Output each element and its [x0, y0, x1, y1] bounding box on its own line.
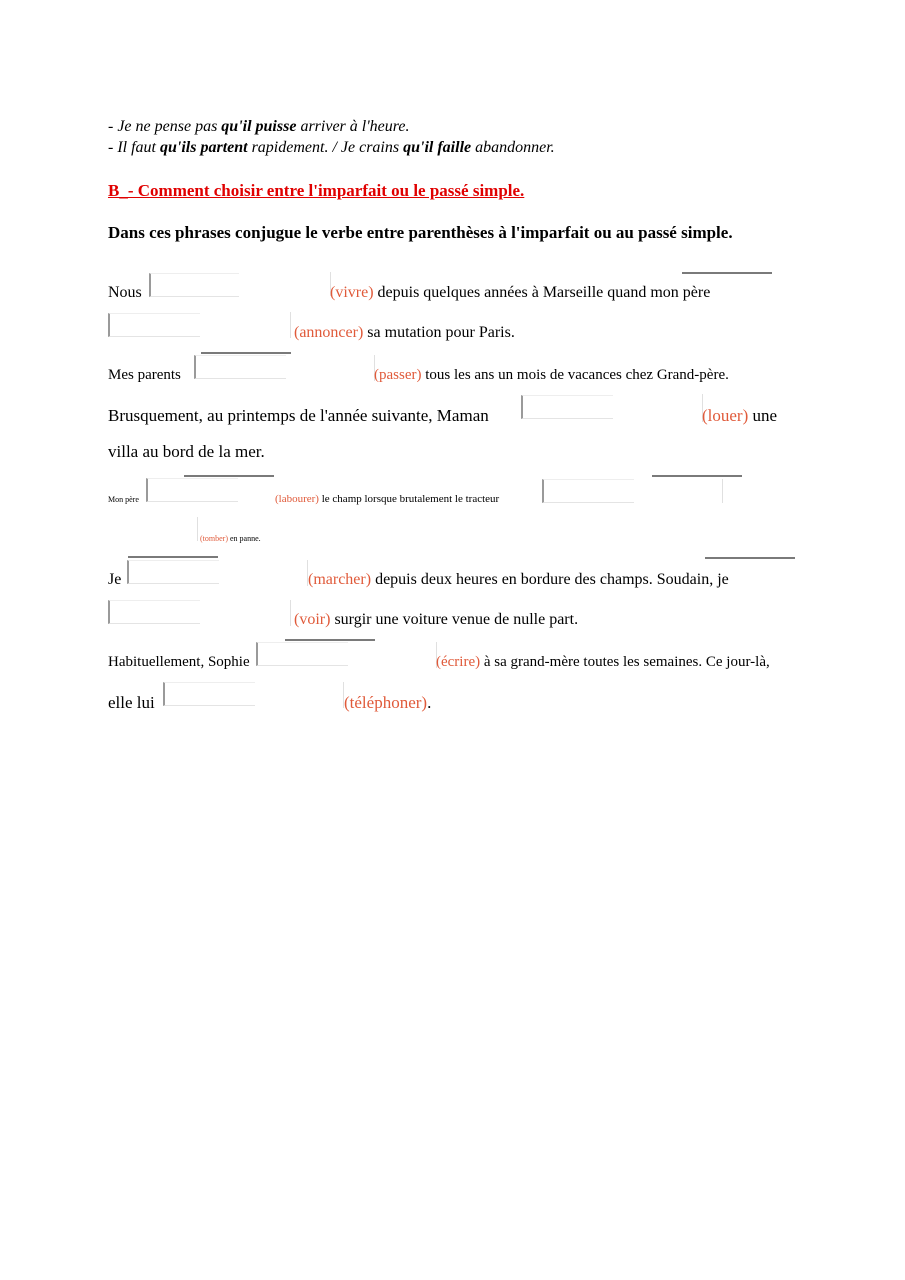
- s1-text-b: depuis quelques années à Marseille quand mon père: [377, 284, 711, 301]
- field-edge: [290, 312, 291, 338]
- decor-bar: [201, 352, 291, 354]
- answer-field-tomber[interactable]: [542, 479, 634, 503]
- decor-bar: [184, 475, 274, 477]
- verb-vivre: (vivre): [330, 284, 374, 301]
- decor-bar: [285, 639, 375, 641]
- example-bold: qu'il puisse: [221, 118, 297, 135]
- decor-bar: [705, 557, 795, 559]
- example-text: rapidement. / Je crains: [247, 139, 404, 156]
- answer-field-passer[interactable]: [194, 355, 286, 379]
- example-line-1: [108, 119, 409, 135]
- answer-field-annoncer[interactable]: [108, 313, 200, 337]
- s5-text-c: surgir une voiture venue de nulle part.: [334, 611, 579, 628]
- s3-text-c: villa au bord de la mer.: [108, 442, 265, 461]
- s3-text-a: Brusquement, au printemps de l'année suivante, Maman: [108, 406, 489, 425]
- field-edge: [197, 517, 198, 541]
- s5-line1: [308, 572, 729, 588]
- instruction: Dans ces phrases conjugue le verbe entre parenthèses à l'imparfait ou au passé simple.: [108, 223, 733, 242]
- s3-line1: [702, 407, 777, 424]
- answer-field-voir[interactable]: [108, 600, 200, 624]
- verb-tomber: (tomber): [200, 534, 228, 543]
- answer-field-louer[interactable]: [521, 395, 613, 419]
- s6-text-b: à sa grand-mère toutes les semaines. Ce jour-là,: [483, 654, 770, 670]
- s6-text-d: .: [427, 693, 432, 712]
- verb-voir: (voir): [294, 611, 331, 628]
- s1-text-c: sa mutation pour Paris.: [367, 324, 515, 341]
- s1-line2: [294, 325, 515, 341]
- s6-line1: [436, 655, 770, 670]
- answer-field-telephoner[interactable]: [163, 682, 255, 706]
- example-bold: qu'ils partent: [160, 139, 248, 156]
- s4-text-c: en panne.: [230, 534, 261, 543]
- example-line-2: [108, 140, 555, 156]
- s5-line2: [294, 612, 578, 628]
- verb-passer: (passer): [374, 367, 422, 383]
- s4-line2: [200, 535, 261, 543]
- s5-text-a: Je: [108, 571, 122, 588]
- s1-text-a: Nous: [108, 284, 142, 301]
- example-text: - Je ne pense pas: [108, 118, 222, 135]
- s2-text-a: Mes parents: [108, 367, 181, 383]
- decor-bar: [128, 556, 218, 558]
- s4-text-b: le champ lorsque brutalement le tracteur: [321, 493, 500, 505]
- s2-line: [374, 368, 729, 383]
- verb-annoncer: (annoncer): [294, 324, 364, 341]
- decor-bar: [682, 272, 772, 274]
- s6-text-c: elle lui: [108, 693, 155, 712]
- example-text: - Il faut: [108, 139, 160, 156]
- verb-ecrire: (écrire): [436, 654, 481, 670]
- s6-line2: [344, 694, 431, 711]
- s4-line1: [275, 494, 499, 505]
- s3-text-b: une: [752, 406, 778, 425]
- s5-text-b: depuis deux heures en bordure des champs. Soudain, je: [375, 571, 729, 588]
- example-text: abandonner.: [471, 139, 555, 156]
- decor-bar: [652, 475, 742, 477]
- verb-telephoner: (téléphoner): [344, 693, 428, 712]
- answer-field-vivre[interactable]: [149, 273, 239, 297]
- answer-field-ecrire[interactable]: [256, 642, 348, 666]
- s4-text-a: Mon père: [108, 495, 139, 504]
- s6-text-a: Habituellement, Sophie: [108, 654, 250, 670]
- s2-text-b: tous les ans un mois de vacances chez Grand-père.: [425, 367, 729, 383]
- field-edge: [290, 600, 291, 626]
- verb-louer: (louer): [702, 406, 749, 425]
- verb-labourer: (labourer): [275, 493, 319, 505]
- example-bold: qu'il faille: [403, 139, 472, 156]
- field-edge: [722, 479, 723, 503]
- s1-line1: [330, 285, 710, 301]
- example-text: arriver à l'heure.: [296, 118, 410, 135]
- answer-field-marcher[interactable]: [127, 560, 219, 584]
- answer-field-labourer[interactable]: [146, 478, 238, 502]
- section-title: B_- Comment choisir entre l'imparfait ou le passé simple.: [108, 181, 525, 200]
- verb-marcher: (marcher): [308, 571, 372, 588]
